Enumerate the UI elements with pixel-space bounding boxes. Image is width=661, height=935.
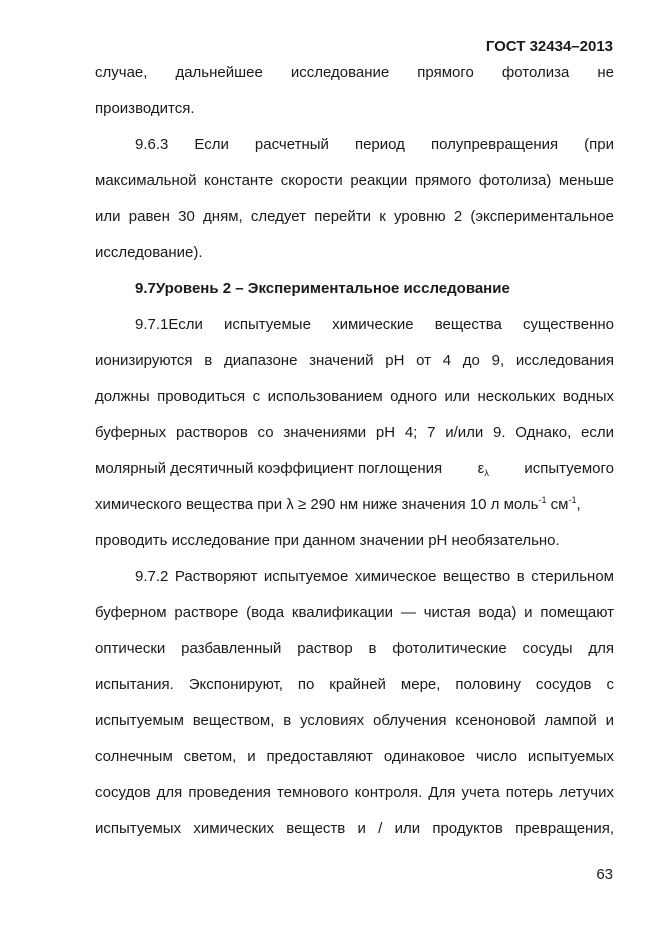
text-line: должны проводиться с использованием одного или нескольких водных <box>95 388 614 405</box>
text-line: проводить исследование при данном значении pH необязательно. <box>95 532 560 549</box>
section-heading-9-7: 9.7Уровень 2 – Экспериментальное исследование <box>135 280 510 297</box>
document-header: ГОСТ 32434–2013 <box>485 38 613 55</box>
text-line-with-units <box>95 496 614 514</box>
text-line: ионизируются в диапазоне значений pH от 4 до 9, исследования <box>95 352 614 369</box>
text-line: максимальной константе скорости реакции прямого фотолиза) меньше <box>95 172 614 189</box>
paragraph-9-6-3-line: 9.6.3 Если расчетный период полупревращения (при <box>135 136 614 153</box>
paragraph-9-7-2-line: 9.7.2 Растворяют испытуемое химическое вещество в стерильном <box>135 568 614 585</box>
text-line: оптически разбавленный раствор в фотолитические сосуды для <box>95 640 614 657</box>
superscript: -1 <box>568 495 577 505</box>
text-line: производится. <box>95 100 195 117</box>
epsilon-glyph: ε <box>477 460 485 477</box>
text-line: испытания. Экспонируют, по крайней мере, половину сосудов с <box>95 676 614 693</box>
paragraph-9-7-1-line: 9.7.1Если испытуемые химические вещества существенно <box>135 316 614 333</box>
epsilon-symbol <box>478 460 489 478</box>
lambda-subscript: λ <box>484 468 489 478</box>
text-fragment: , <box>576 496 581 513</box>
text-fragment: молярный десятичный коэффициент поглощения <box>95 460 443 477</box>
text-line: сосудов для проведения темнового контроля. Для учета потерь летучих <box>95 784 614 801</box>
text-line: случае, дальнейшее исследование прямого фотолиза не <box>95 64 614 81</box>
text-line-with-epsilon <box>95 460 614 478</box>
text-line: солнечным светом, и предоставляют одинаковое число испытуемых <box>95 748 614 765</box>
text-line: буферных растворов со значениями pH 4; 7 и/или 9. Однако, если <box>95 424 614 441</box>
page-number: 63 <box>596 866 613 883</box>
superscript: -1 <box>538 495 547 505</box>
text-line: испытуемых химических веществ и / или продуктов превращения, <box>95 820 614 837</box>
text-fragment: химического вещества при λ ≥ 290 нм ниже значения 10 л моль <box>95 496 539 513</box>
text-fragment: см <box>546 496 569 513</box>
text-fragment: испытуемого <box>524 460 614 477</box>
text-line: буферном растворе (вода квалификации — чистая вода) и помещают <box>95 604 614 621</box>
text-line: испытуемым веществом, в условиях облучения ксеноновой лампой и <box>95 712 614 729</box>
text-line: или равен 30 дням, следует перейти к уровню 2 (экспериментальное <box>95 208 614 225</box>
text-line: исследование). <box>95 244 203 261</box>
